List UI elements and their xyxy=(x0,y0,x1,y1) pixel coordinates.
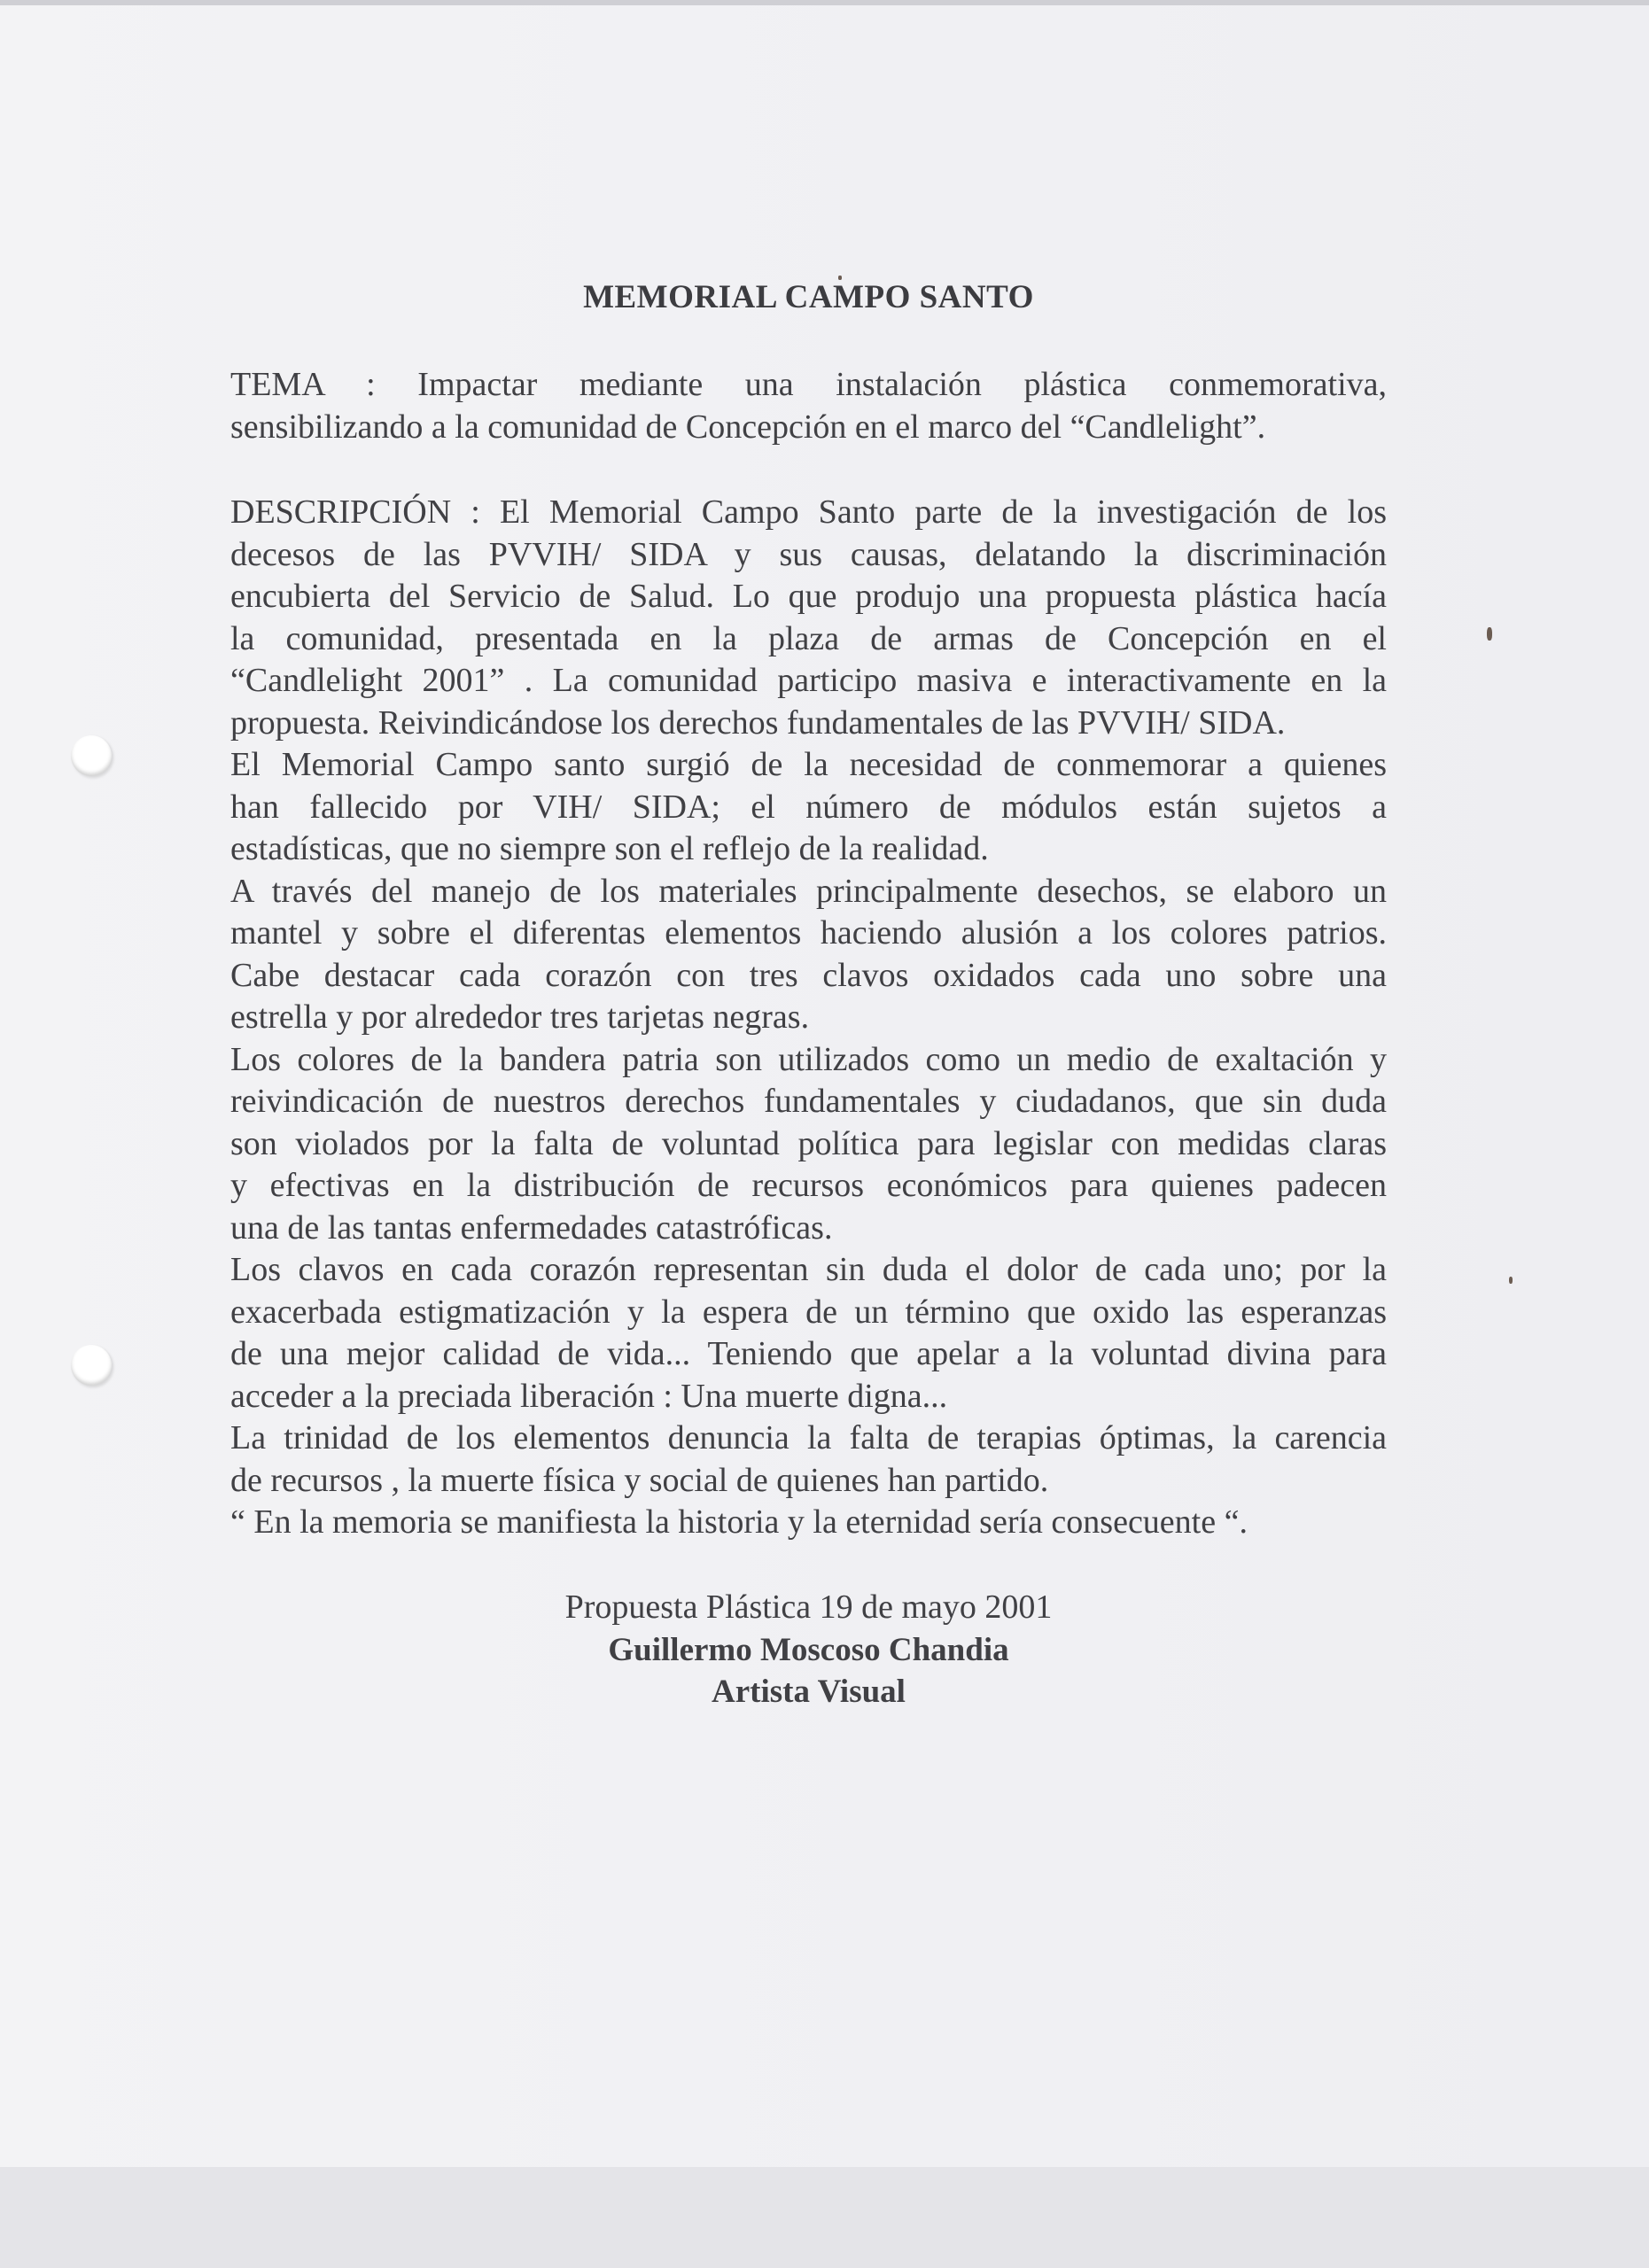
text-line: sensibilizando a la comunidad de Concepción en el marco del “Candlelight”. xyxy=(230,408,1266,446)
text-line: El Memorial Campo santo surgió de la necesidad de conmemorar a quienes xyxy=(230,746,1387,783)
text-line: “Candlelight 2001” . La comunidad participo masiva e interactivamente en la xyxy=(230,662,1387,699)
text-line: Los colores de la bandera patria son utilizados como un medio de exaltación y xyxy=(230,1040,1387,1078)
text-line: “ En la memoria se manifiesta la historia y la eternidad sería consecuente “. xyxy=(230,1503,1248,1541)
text-line: estrella y por alrededor tres tarjetas negras. xyxy=(230,998,810,1036)
text-line: y efectivas en la distribución de recursos económicos para quienes padecen xyxy=(230,1167,1387,1204)
descripcion-paragraph xyxy=(230,492,1387,1544)
text-line: reivindicación de nuestros derechos fundamentales y ciudadanos, que sin duda xyxy=(230,1083,1387,1120)
proposal-date: Propuesta Plástica 19 de mayo 2001 xyxy=(564,1588,1053,1626)
author-name: Guillermo Moscoso Chandia xyxy=(608,1631,1009,1668)
text-line: de recursos , la muerte física y social de quienes han partido. xyxy=(230,1461,1049,1499)
text-line: A través del manejo de los materiales principalmente desechos, se elaboro un xyxy=(230,872,1387,910)
scan-bottom-edge xyxy=(0,2167,1649,2268)
text-line: Cabe destacar cada corazón con tres clavos oxidados cada uno sobre una xyxy=(230,956,1387,994)
punch-hole xyxy=(71,1345,112,1386)
text-line: mantel y sobre el diferentas elementos haciendo alusión a los colores patrios. xyxy=(230,914,1387,951)
ink-speck xyxy=(1487,627,1492,641)
text-line: DESCRIPCIÓN : El Memorial Campo Santo parte de la investigación de los xyxy=(230,493,1387,531)
text-line: propuesta. Reivindicándose los derechos fundamentales de las PVVIH/ SIDA. xyxy=(230,703,1286,742)
text-line: han fallecido por VIH/ SIDA; el número de módulos están sujetos a xyxy=(230,788,1387,826)
text-line: estadísticas, que no siempre son el reflejo de la realidad. xyxy=(230,830,989,867)
ink-speck xyxy=(1509,1277,1513,1284)
text-line: son violados por la falta de voluntad política para legislar con medidas claras xyxy=(230,1124,1387,1162)
scan-top-edge xyxy=(0,0,1649,5)
signature-block xyxy=(230,1587,1387,1713)
document-title: MEMORIAL CAMPO SANTO xyxy=(583,279,1034,315)
text-line: una de las tantas enfermedades catastróficas. xyxy=(230,1208,833,1247)
text-line: acceder a la preciada liberación : Una muerte digna... xyxy=(230,1377,948,1415)
text-line: encubierta del Servicio de Salud. Lo que produjo una propuesta plástica hacía xyxy=(230,578,1387,615)
text-line: la comunidad, presentada en la plaza de armas de Concepción en el xyxy=(230,619,1387,657)
text-line: Los clavos en cada corazón representan sin duda el dolor de cada uno; por la xyxy=(230,1251,1387,1288)
author-role: Artista Visual xyxy=(712,1674,906,1710)
tema-paragraph xyxy=(230,364,1387,448)
punch-hole xyxy=(71,735,112,776)
text-line: de una mejor calidad de vida... Teniendo que apelar a la voluntad divina para xyxy=(230,1335,1387,1372)
text-line: decesos de las PVVIH/ SIDA y sus causas, delatando la discriminación xyxy=(230,535,1387,573)
text-line: La trinidad de los elementos denuncia la falta de terapias óptimas, la carencia xyxy=(230,1419,1387,1456)
text-line: exacerbada estigmatización y la espera de un término que oxido las esperanzas xyxy=(230,1293,1387,1331)
text-line: TEMA : Impactar mediante una instalación plástica conmemorativa, xyxy=(230,366,1387,403)
